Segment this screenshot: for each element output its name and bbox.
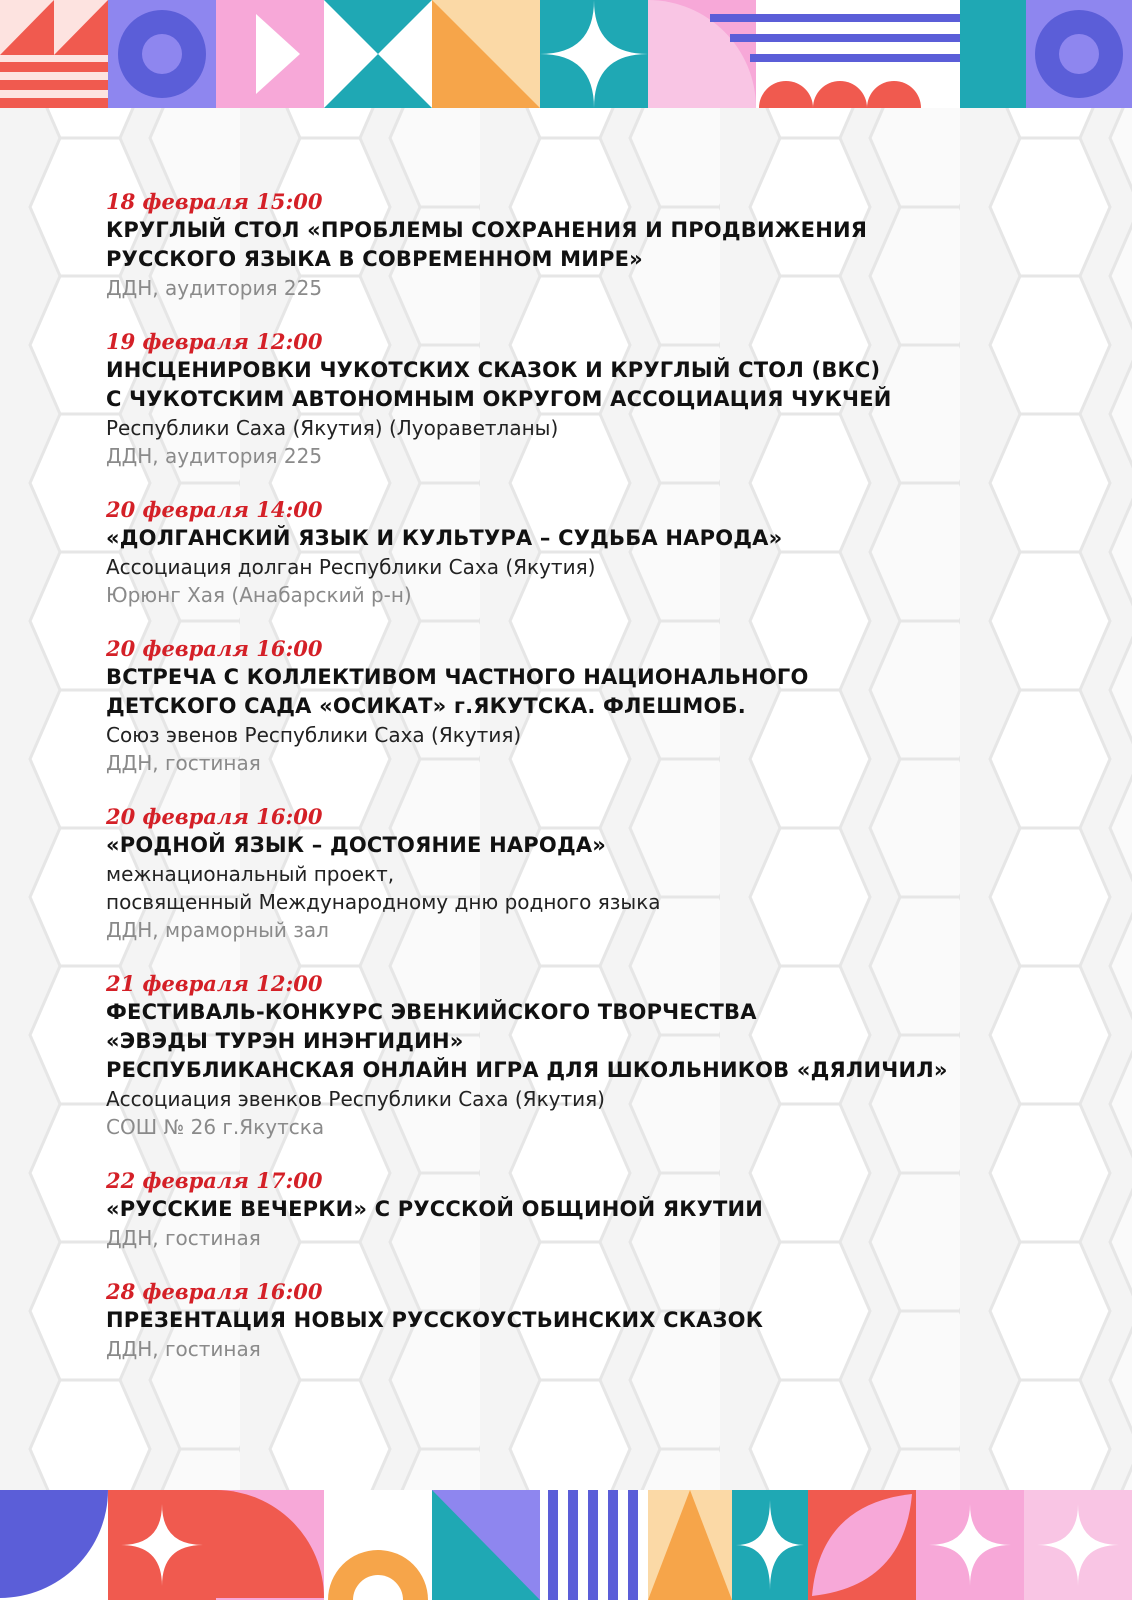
event-title-line: КРУГЛЫЙ СТОЛ «ПРОБЛЕМЫ СОХРАНЕНИЯ И ПРОДВИЖЕНИЯ [106,218,868,242]
event-date: 20 февраля 16:00 [106,636,323,661]
event-title-line: «ЭВЭДЫ ТУРЭН ИНЭҤИДИН» [106,1029,464,1053]
event-title-line: «ДОЛГАНСКИЙ ЯЗЫК И КУЛЬТУРА – СУДЬБА НАРОДА» [106,526,783,550]
event-title-line: «РОДНОЙ ЯЗЫК – ДОСТОЯНИЕ НАРОДА» [106,833,607,857]
event-description: межнациональный проект, [106,862,395,886]
event-description: посвященный Международному дню родного языка [106,890,661,914]
event-title-line: «РУССКИЕ ВЕЧЕРКИ» С РУССКОЙ ОБЩИНОЙ ЯКУТИИ [106,1197,764,1221]
event-venue: ДДН, мраморный зал [106,918,329,942]
event-date: 19 февраля 12:00 [106,329,323,354]
event-venue: ДДН, гостиная [106,1226,261,1250]
event-date: 18 февраля 15:00 [106,189,323,214]
event-8 [106,1278,1006,1363]
event-title-line: РУССКОГО ЯЗЫКА В СОВРЕМЕННОМ МИРЕ» [106,247,643,271]
event-date: 22 февраля 17:00 [106,1168,323,1193]
event-title-line: ФЕСТИВАЛЬ-КОНКУРС ЭВЕНКИЙСКОГО ТВОРЧЕСТВА [106,1000,757,1024]
event-3 [106,496,1006,609]
event-7 [106,1167,1006,1252]
events-list [106,188,1006,1363]
event-organizer: Ассоциация эвенков Республики Саха (Якутия) [106,1087,605,1111]
event-title-line: ДЕТСКОГО САДА «ОСИКАТ» г.ЯКУТСКА. ФЛЕШМОБ. [106,694,746,718]
event-6 [106,970,1006,1141]
event-organizer: Республики Саха (Якутия) (Луораветланы) [106,416,559,440]
event-5 [106,803,1006,944]
event-title-line: ИНСЦЕНИРОВКИ ЧУКОТСКИХ СКАЗОК И КРУГЛЫЙ СТОЛ (ВКС) [106,358,881,382]
event-organizer: Союз эвенов Республики Саха (Якутия) [106,723,522,747]
event-venue: СОШ № 26 г.Якутска [106,1115,325,1139]
event-venue: ДДН, гостиная [106,1337,261,1361]
event-venue: ДДН, аудитория 225 [106,444,323,468]
event-date: 28 февраля 16:00 [106,1279,323,1304]
event-title-line: РЕСПУБЛИКАНСКАЯ ОНЛАЙН ИГРА ДЛЯ ШКОЛЬНИКОВ «ДЯЛИЧИЛ» [106,1058,948,1082]
bottom-ornament-band [0,1490,1132,1600]
event-1 [106,188,1006,302]
event-venue: ДДН, аудитория 225 [106,276,323,300]
top-ornament-band [0,0,1132,108]
event-date: 20 февраля 14:00 [106,497,323,522]
event-date: 20 февраля 16:00 [106,804,323,829]
event-date: 21 февраля 12:00 [106,971,323,996]
event-4 [106,635,1006,777]
event-title-line: ПРЕЗЕНТАЦИЯ НОВЫХ РУССКОУСТЬИНСКИХ СКАЗОК [106,1308,764,1332]
event-title-line: ВСТРЕЧА С КОЛЛЕКТИВОМ ЧАСТНОГО НАЦИОНАЛЬНОГО [106,665,809,689]
event-organizer: Ассоциация долган Республики Саха (Якутия) [106,555,596,579]
event-venue: Юрюнг Хая (Анабарский р-н) [106,583,412,607]
event-venue: ДДН, гостиная [106,751,261,775]
event-2 [106,328,1006,470]
event-title-line: С ЧУКОТСКИМ АВТОНОМНЫМ ОКРУГОМ АССОЦИАЦИЯ ЧУКЧЕЙ [106,387,892,411]
